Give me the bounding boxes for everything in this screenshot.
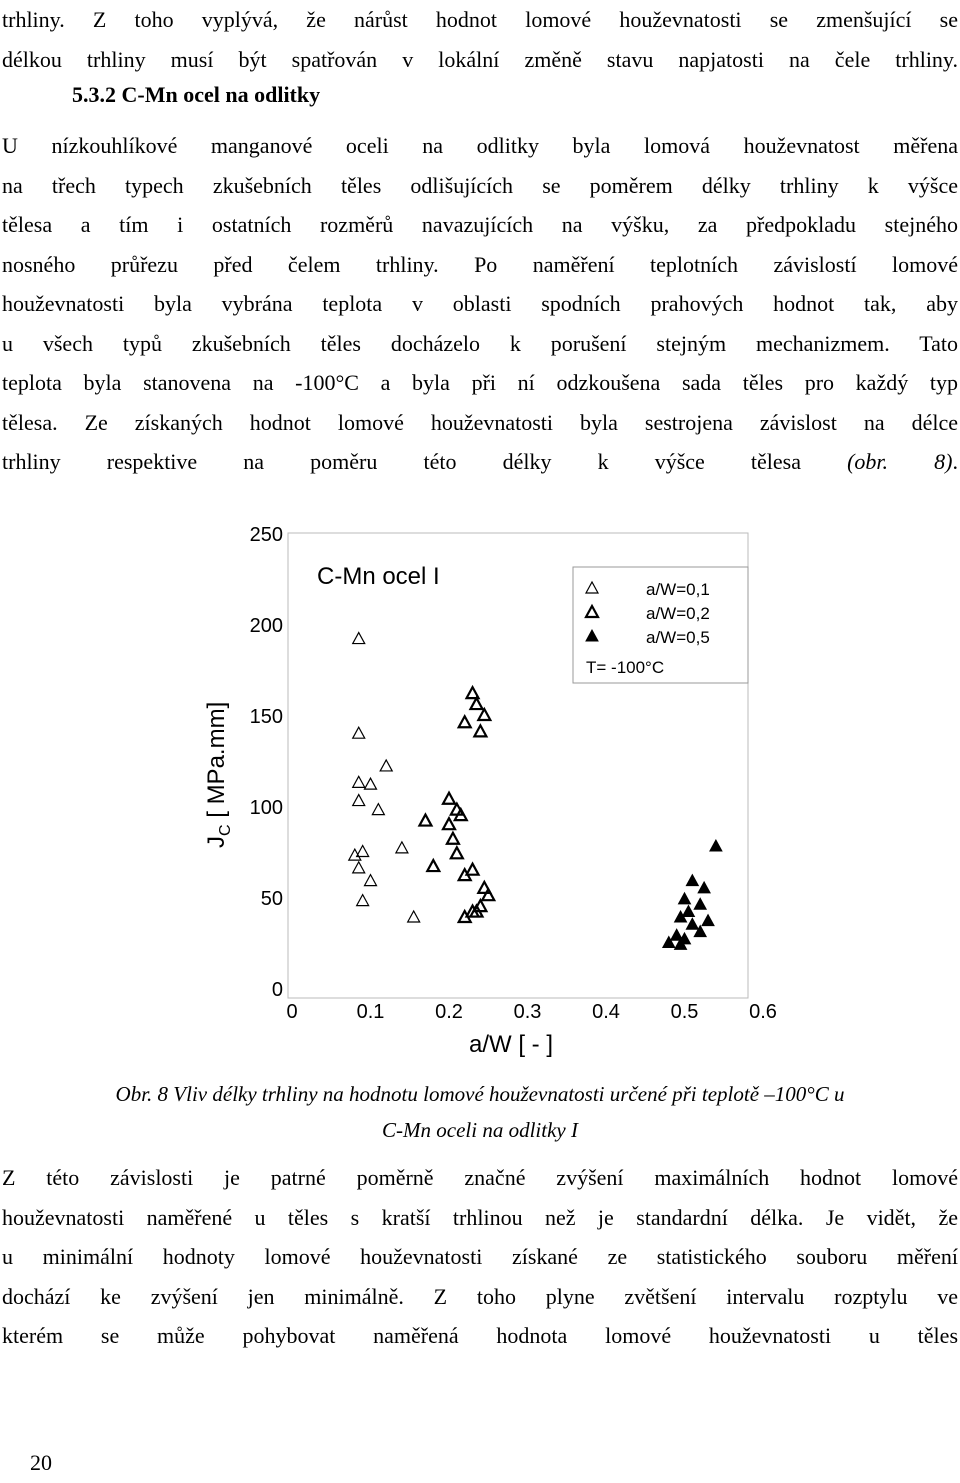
last-line-text: trhliny respektive na poměru této délky k výšce tělesa (2, 449, 848, 474)
legend (573, 567, 748, 683)
text-line: u minimální hodnoty lomové houževnatosti získané ze statistického souboru měření (2, 1244, 958, 1269)
figure-caption (0, 1076, 960, 1148)
data-point-series-0 (353, 862, 365, 873)
data-point-series-2 (686, 918, 698, 929)
data-point-series-0 (357, 895, 369, 906)
text-line: délkou trhliny musí být spatřován v lokální změně stavu napjatosti na čele trhliny. (2, 46, 958, 72)
figure-caption-line-1: Obr. 8 Vliv délky trhliny na hodnotu lomové houževnatosti určené při teplotě –100°C u (115, 1082, 845, 1106)
legend-label-2: a/W=0,5 (646, 628, 710, 647)
x-tick-label: 0.3 (513, 1001, 542, 1023)
y-tick-labels (250, 524, 283, 1001)
data-point-series-1 (478, 709, 490, 720)
data-point-series-0 (372, 804, 384, 815)
data-point-series-1 (459, 716, 471, 727)
data-point-series-0 (353, 727, 365, 738)
x-axis-label: a/W [ - ] (469, 1031, 553, 1058)
legend-label-0: a/W=0,1 (646, 580, 710, 599)
text-line: tělesa a tím i ostatních rozměrů navazujících na výšku, za předpokladu stejného (2, 212, 958, 237)
top-paragraph (2, 0, 958, 79)
x-tick-label: 0.6 (749, 1001, 777, 1023)
y-tick-label: 100 (249, 797, 283, 819)
data-point-series-1 (427, 860, 439, 871)
paragraph-1 (2, 126, 958, 482)
svg-text:JC [ MPa.mm] (203, 702, 234, 848)
data-point-series-0 (365, 778, 377, 789)
text-line: tělesa. Ze získaných hodnot lomové houževnatosti byla sestrojena závislost na délce (2, 409, 958, 435)
y-tick-label: 250 (249, 524, 283, 546)
data-point-series-2 (702, 915, 714, 926)
text-line (2, 442, 958, 482)
data-point-series-1 (482, 889, 494, 900)
text-line: U nízkouhlíkové manganové oceli na odlitky byla lomová houževnatost měřena (2, 133, 958, 158)
text-line: houževnatosti byla vybrána teplota v oblasti spodních prahových hodnot tak, aby (2, 291, 958, 316)
chart-title: C-Mn ocel I (317, 563, 440, 590)
figure-caption-line-2: C-Mn oceli na odlitky I (382, 1118, 578, 1142)
data-point-series-2 (698, 882, 710, 893)
data-point-series-2 (679, 893, 691, 904)
y-tick-label: 50 (260, 888, 283, 910)
page-number: 20 (30, 1450, 52, 1475)
text-line: kterém se může pohybovat naměřená hodnota lomové houževnatosti u těles (2, 1323, 958, 1348)
data-point-series-1 (443, 793, 455, 804)
x-tick-label: 0.4 (592, 1001, 620, 1023)
data-point-series-1 (451, 847, 463, 858)
data-point-series-0 (408, 911, 420, 922)
data-point-series-1 (467, 864, 479, 875)
y-axis-label (203, 702, 234, 848)
y-tick-label: 200 (249, 615, 283, 637)
text-line: teplota byla stanovena na -100°C a byla při ní odzkoušena sada těles pro každý typ (2, 370, 958, 395)
scatter-chart (190, 508, 790, 1068)
text-line: houževnatosti naměřené u těles s kratší trhlinou než je standardní délka. Je vidět, že (2, 1204, 958, 1230)
data-point-series-0 (353, 776, 365, 787)
data-point-series-0 (365, 875, 377, 886)
x-tick-label: 0.2 (435, 1001, 463, 1023)
data-point-series-1 (419, 815, 431, 826)
data-point-series-2 (694, 898, 706, 909)
data-point-series-0 (380, 760, 392, 771)
text-line: trhliny. Z toho vyplývá, že nárůst hodnot lomové houževnatosti se zmenšující se (2, 7, 958, 32)
legend-label-1: a/W=0,2 (646, 604, 710, 623)
y-axis-label-sub: C (217, 824, 234, 836)
section-heading: 5.3.2 C-Mn ocel na odlitky (72, 82, 321, 107)
y-axis-label-main: J (203, 836, 230, 848)
text-line: u všech typů zkušebních těles docházelo k porušení stejným mechanizmem. Tato (2, 330, 958, 356)
x-tick-label: 0.5 (670, 1001, 699, 1023)
data-point-series-2 (682, 906, 694, 917)
data-point-series-0 (349, 849, 361, 860)
paragraph-2 (2, 1158, 958, 1356)
data-point-series-2 (686, 875, 698, 886)
data-point-series-1 (447, 833, 459, 844)
data-point-series-1 (443, 818, 455, 829)
legend-note: T= -100°C (586, 658, 665, 677)
text-line: nosného průřezu před čelem trhliny. Po naměření teplotních závislostí lomové (2, 251, 958, 277)
y-axis-label-rest: [ MPa.mm] (203, 701, 230, 825)
y-tick-label: 150 (249, 706, 283, 728)
text-line: dochází ke zvýšení jen minimálně. Z toho plyne zvětšení intervalu rozptylu ve (2, 1283, 958, 1309)
text-line: Z této závislosti je patrné poměrně značné zvýšení maximálních hodnot lomové (2, 1165, 958, 1190)
data-point-series-1 (474, 725, 486, 736)
text-line: na třech typech zkušebních těles odlišujících se poměrem délky trhliny k výšce (2, 172, 958, 198)
x-tick-label: 0 (286, 1001, 298, 1023)
data-point-series-0 (353, 633, 365, 644)
x-tick-labels (286, 1001, 776, 1023)
last-line-end: . (952, 449, 958, 474)
y-tick-label: 0 (271, 979, 283, 1001)
data-point-series-2 (710, 840, 722, 851)
data-point-series-1 (470, 698, 482, 709)
x-tick-label: 0.1 (356, 1001, 385, 1023)
data-point-series-0 (353, 795, 365, 806)
data-point-series-0 (396, 842, 408, 853)
figure-reference: (obr. 8) (847, 449, 953, 474)
